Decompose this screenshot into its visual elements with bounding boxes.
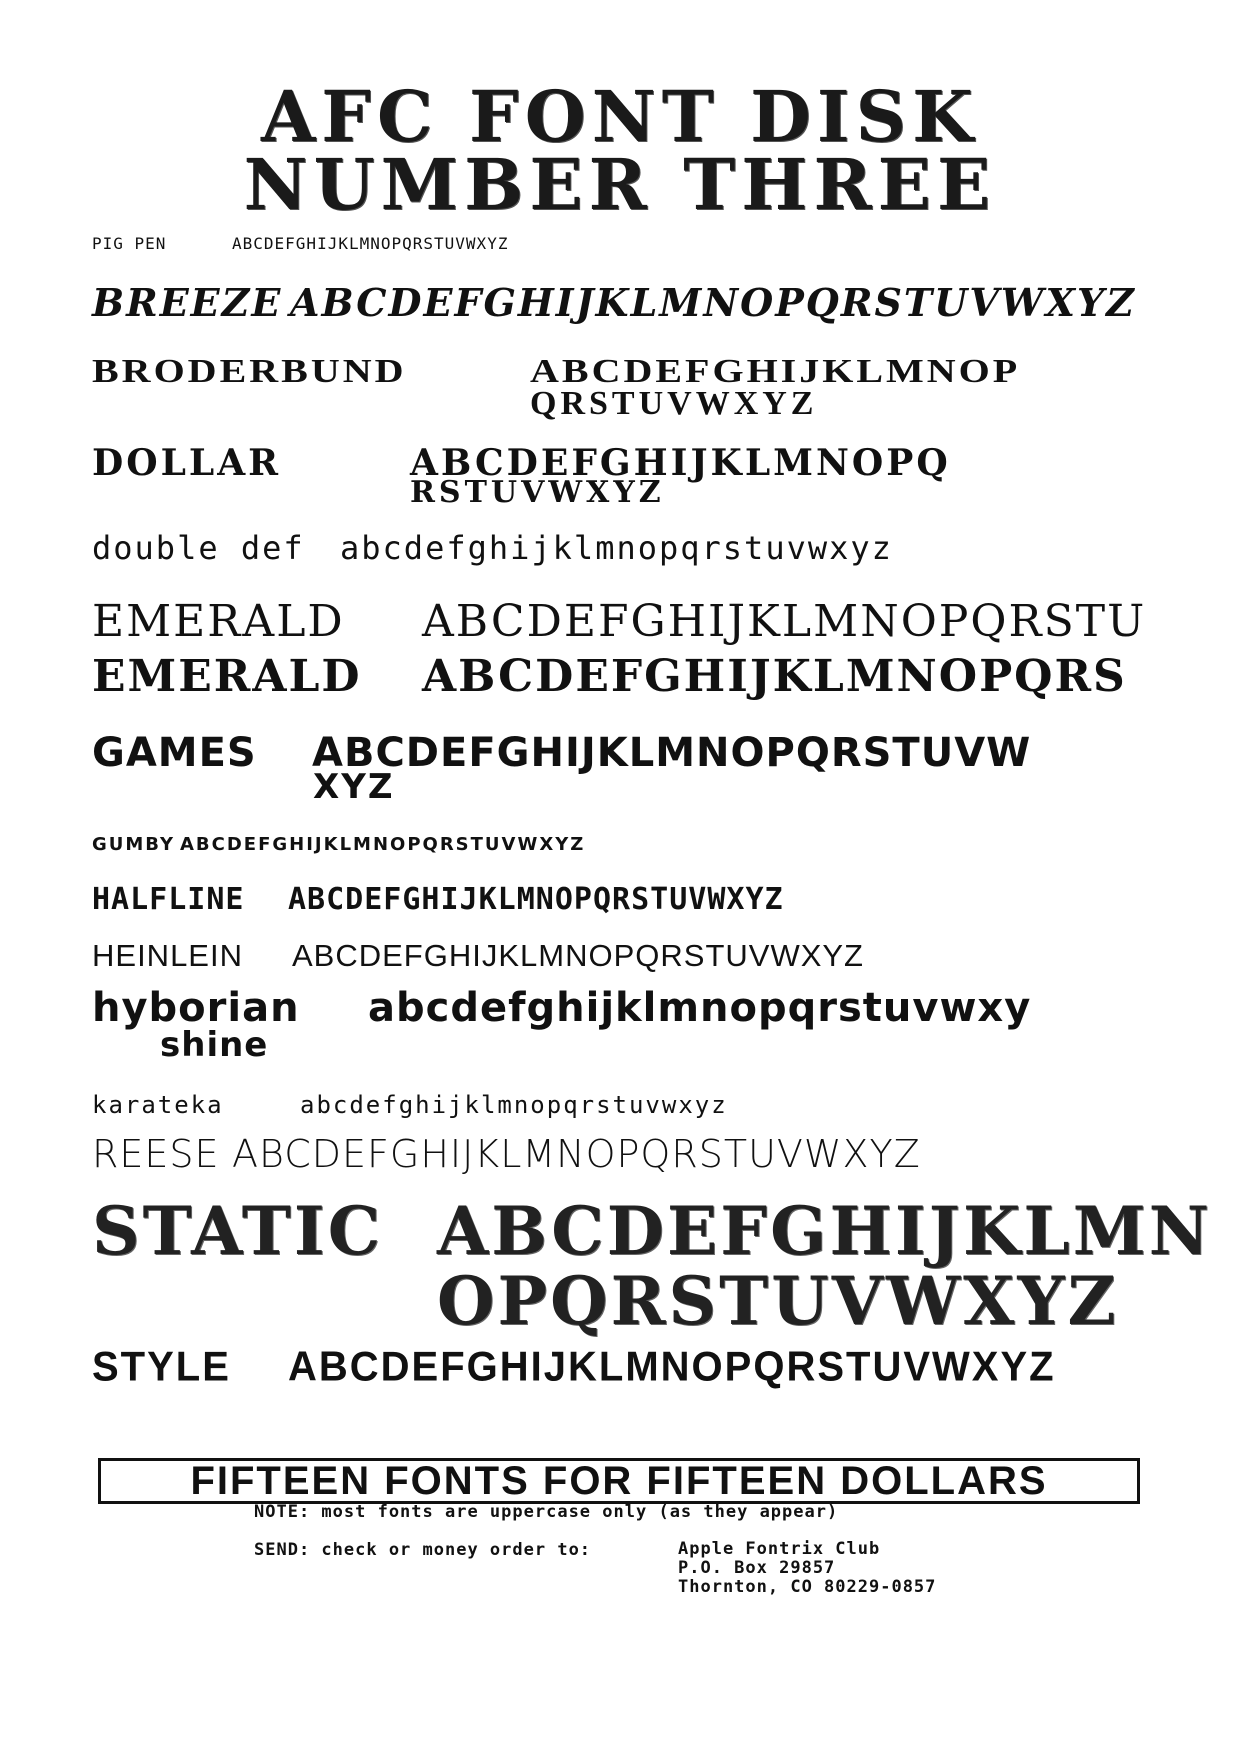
font-name: HALFLINE — [92, 882, 245, 917]
font-sample: ABCDEFGHIJKLMN — [437, 1192, 1213, 1270]
font-row-style — [92, 1343, 1200, 1391]
font-row-games — [92, 730, 1200, 776]
font-row-broderbund — [92, 351, 1200, 390]
address-line: Thornton, CO 80229-0857 — [678, 1577, 937, 1597]
font-name: PIG PEN — [92, 234, 167, 253]
page-title-line-2: NUMBER THREE — [243, 143, 997, 226]
address-line: P.O. Box 29857 — [678, 1558, 836, 1578]
font-sample-continuation: RSTUVWXYZ — [410, 475, 665, 510]
font-row-heinlein — [92, 940, 1200, 971]
font-sample: ABCDEFGHIJKLMNOPQRSTUVWXYZ — [288, 1343, 1056, 1391]
font-name: EMERALD — [92, 651, 362, 702]
font-name: REESE — [92, 1132, 220, 1176]
font-sample: abcdefghijklmnopqrstuvwxyz — [340, 529, 893, 567]
uppercase-note: NOTE: most fonts are uppercase only (as they appear) — [254, 1502, 839, 1522]
font-sample: ABCDEFGHIJKLMNOPQRSTUVWXYZ — [292, 938, 864, 973]
font-row-halfline — [92, 882, 1200, 917]
font-sample: ABCDEFGHIJKLMNOPQRSTUVWXYZ — [288, 882, 784, 917]
font-name: double def — [92, 529, 305, 567]
font-row-pig-pen — [92, 236, 1200, 252]
font-name: STYLE — [92, 1343, 231, 1391]
font-sample: ABCDEFGHIJKLMNOPQRSTUVWXYZ — [290, 280, 1136, 325]
font-sample: abcdefghijklmnopqrstuvwxy — [368, 985, 1032, 1031]
font-row-double-def — [92, 529, 1200, 567]
font-name: HEINLEIN — [92, 938, 243, 973]
font-sample: ABCDEFGHIJKLMNOP — [530, 351, 1021, 390]
font-name: BRODERBUND — [92, 351, 407, 390]
font-sample: ABCDEFGHIJKLMNOPQRSTU — [422, 596, 1147, 647]
font-sample-continuation: XYZ — [313, 767, 395, 807]
font-sample: ABCDEFGHIJKLMNOPQRSTUVWXYZ — [232, 1132, 921, 1176]
font-sample: ABCDEFGHIJKLMNOPQRS — [422, 651, 1127, 702]
font-name: DOLLAR — [92, 442, 282, 484]
font-sample: ABCDEFGHIJKLMNOPQRSTUVWXYZ — [180, 834, 586, 855]
font-row-emerald-bold — [92, 651, 1200, 702]
font-row-gumby — [92, 836, 1200, 854]
address-line: Apple Fontrix Club — [678, 1539, 881, 1559]
font-name: EMERALD — [92, 596, 345, 647]
font-row-breeze — [92, 280, 1200, 325]
offer-banner: FIFTEEN FONTS FOR FIFTEEN DOLLARS — [98, 1458, 1140, 1504]
font-name: karateka — [92, 1091, 224, 1119]
mailing-address — [678, 1540, 936, 1597]
font-sample-continuation: QRSTUVWXYZ — [530, 385, 818, 422]
font-row-emerald — [92, 596, 1200, 647]
page-title-line-1: AFC FONT DISK — [260, 75, 980, 158]
font-row-hyborian — [92, 985, 1200, 1031]
font-row-reese — [92, 1132, 1200, 1176]
font-sample: ABCDEFGHIJKLMNOPQRSTUVW — [312, 730, 1032, 776]
font-sample-continuation: OPQRSTUVWXYZ — [437, 1262, 1119, 1340]
order-instructions: SEND: check or money order to: — [254, 1540, 592, 1560]
font-row-karateka — [92, 1093, 1200, 1117]
font-sample: abcdefghijklmnopqrstuvwxyz — [300, 1091, 728, 1119]
font-row-static — [92, 1192, 1213, 1270]
font-name: hyborian — [92, 985, 300, 1031]
font-name: BREEZE — [92, 280, 283, 325]
font-sample-continuation: shine — [160, 1025, 269, 1065]
font-sample: ABCDEFGHIJKLMNOPQ — [410, 442, 951, 484]
font-name: GUMBY — [92, 834, 176, 855]
font-name: GAMES — [92, 730, 257, 776]
font-name: STATIC — [92, 1192, 384, 1270]
font-sample: ABCDEFGHIJKLMNOPQRSTUVWXYZ — [232, 234, 509, 253]
